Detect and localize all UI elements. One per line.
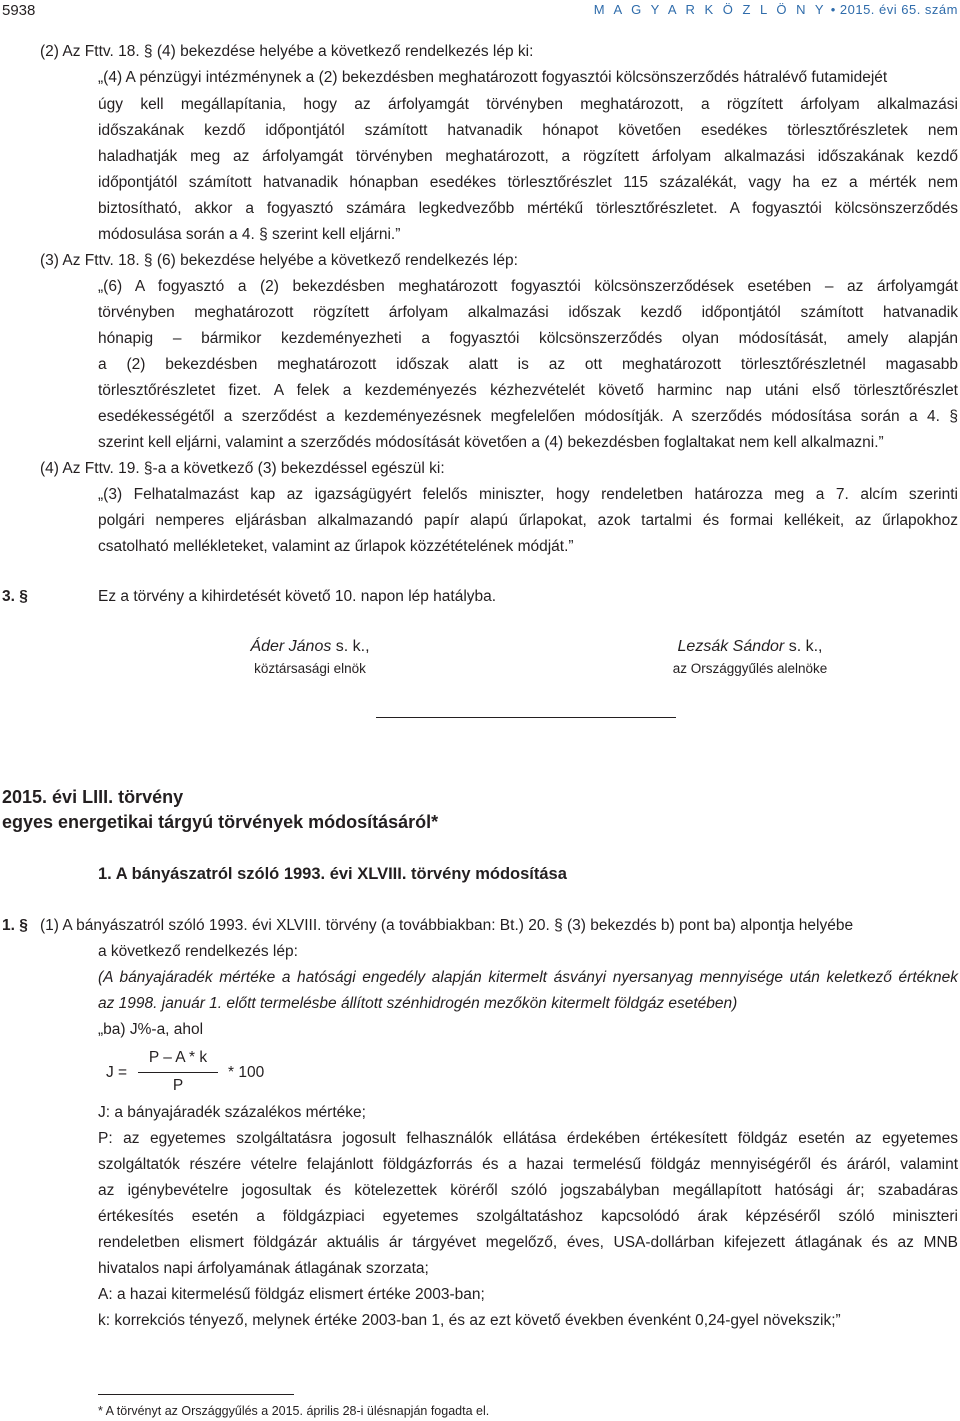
section-3-text-line: a (2) bekezdésben meghatározott időszak alatt is az ott meghatározott törlesztőrészletnél magasabb bbox=[98, 356, 958, 373]
formula-multiplier: * 100 bbox=[228, 1064, 265, 1081]
paragraph-3-text: Ez a törvény a kihirdetését követő 10. napon lép hatályba. bbox=[98, 588, 497, 605]
paragraph-1-italic-line: (A bányajáradék mértéke a hatósági engedély alapján kitermelt ásványi nyersanyag mennyisége után keletkező értéknek bbox=[98, 969, 958, 986]
section-2-text-line: időpontjától számított hatvanadik hónapban esedékes törlesztőrészlet 115 százalékát, vagy ha ez a mérték nem bbox=[98, 174, 958, 191]
section-4-text-line: polgári nemperes eljárásban alkalmazandó papír alapú űrlapokat, azok tartalmi és formai kellékeit, az űrlapokhoz bbox=[98, 512, 958, 529]
definition-p-line: hivatalos napi árfolyamának átlagának szorzata; bbox=[98, 1260, 429, 1277]
section-4-text-line: csatolható mellékleteket, valamint az űrlapok közzétételének módját.” bbox=[98, 538, 574, 555]
section-3-text-line: esedékességétől a szerződést a kezdeményezésnek megfelelően módosítják. A szerződés módosítása során a 4. § bbox=[98, 408, 958, 425]
signature-right bbox=[620, 638, 880, 656]
section-2-text-line: időszakának kezdő időpontjától számított hatvanadik hónapot követően esedékes törlesztőrészletek nem bbox=[98, 122, 958, 139]
section-3-text-line: törvényben meghatározott rögzített árfolyam alkalmazási időszak kezdő időpontjától számított hatvanadik bbox=[98, 304, 958, 321]
header-bullet: • bbox=[830, 2, 836, 17]
section-2-text-line: „(4) A pénzügyi intézménynek a (2) bekezdésben meghatározott fogyasztói kölcsönszerződés hátralévő futamidejét bbox=[98, 69, 888, 86]
definition-p-line: rendeletben elismert földgázár aktuális ár tárgyévet megelőző, éves, USA-dollárban kifejezett átlagának és az MNB bbox=[98, 1234, 958, 1251]
section-3-text-line: szerint kell eljárni, valamint a szerződés módosítását követően a (4) bekezdésben foglaltakat nem kell alkalmazni.” bbox=[98, 434, 884, 451]
definition-j: J: a bányajáradék százalékos mértéke; bbox=[98, 1104, 366, 1121]
signature-left-suffix: s. k., bbox=[331, 638, 370, 655]
paragraph-1-text-line: „ba) J%-a, ahol bbox=[98, 1021, 204, 1038]
formula-lhs: J = bbox=[106, 1064, 128, 1081]
section-3-text-line: hónapig – bármikor kezdeményezheti a fogyasztói kölcsönszerződés olyan módosítását, amely alapján bbox=[98, 330, 958, 347]
signature-left-name: Áder János bbox=[250, 638, 332, 655]
signature-right-role: az Országgyűlés alelnöke bbox=[672, 661, 828, 676]
page-number: 5938 bbox=[2, 2, 36, 19]
section-3-text-line: törlesztőrészletet fizet. A felek a kezdeményezés kézhezvételét követő harminc nap utáni első törlesztőrészlet bbox=[98, 382, 958, 399]
formula-numerator: P – A * k bbox=[148, 1049, 208, 1066]
law-title-number: 2015. évi LIII. törvény bbox=[2, 787, 184, 807]
footnote: * A törvényt az Országgyűlés a 2015. április 28-i ülésnapján fogadta el. bbox=[98, 1404, 490, 1418]
separator-rule bbox=[376, 717, 676, 718]
definition-p-line: P: az egyetemes szolgáltatásra jogosult felhasználók ellátása érdekében értékesített földgáz esetén az egyetemes bbox=[98, 1130, 958, 1147]
signature-right-name: Lezsák Sándor bbox=[677, 638, 785, 655]
formula-denominator: P bbox=[172, 1077, 184, 1094]
section-2-text-line: biztosítható, akkor a fogyasztó számára legkedvezőbb mértékű törlesztőrészletet. A fogyasztói kölcsönszerződés bbox=[98, 200, 958, 217]
section-4-text-line: „(3) Felhatalmazást kap az igazságügyért felelős miniszter, hogy rendeletben határozza meg a 7. alcím szerinti bbox=[98, 486, 958, 503]
signature-left-role: köztársasági elnök bbox=[254, 661, 366, 676]
chapter-subtitle: 1. A bányászatról szóló 1993. évi XLVIII. törvény módosítása bbox=[98, 865, 567, 883]
journal-header bbox=[594, 2, 958, 17]
section-3-text-line: „(6) A fogyasztó a (2) bekezdésben meghatározott fogyasztói kölcsönszerződések esetében – az árfolyamgát bbox=[98, 278, 958, 295]
journal-name: M A G Y A R K Ö Z L Ö N Y bbox=[593, 2, 827, 17]
law-title-subject: egyes energetikai tárgyú törvények módosításáról* bbox=[2, 812, 439, 832]
definition-p-line: értékesítés esetén a földgázpiaci egyetemes szolgáltatáshoz kapcsolódó árak képzéséről szóló miniszteri bbox=[98, 1208, 958, 1225]
section-2-text-line: módosulása során a 4. § szerint kell eljárni.” bbox=[98, 226, 401, 243]
section-2-heading: (2) Az Fttv. 18. § (4) bekezdése helyébe a következő rendelkezés lép ki: bbox=[40, 43, 534, 60]
paragraph-1-number: 1. § bbox=[2, 917, 28, 934]
signature-right-suffix: s. k., bbox=[784, 638, 823, 655]
footnote-rule bbox=[98, 1394, 294, 1395]
definition-k: k: korrekciós tényező, melynek értéke 2003-ban 1, és az ezt követő években évenként 0,24-gyel növekszik;” bbox=[98, 1312, 841, 1329]
issue-label: 2015. évi 65. szám bbox=[839, 2, 958, 17]
definition-p-line: az igénybevételre jogosultak és kötelezettek köréről szóló jogszabályban megállapított hatósági ár; szabadáras bbox=[98, 1182, 958, 1199]
definition-a: A: a hazai kitermelésű földgáz elismert értéke 2003-ban; bbox=[98, 1286, 485, 1303]
definition-p-line: szolgáltatók részére vételre felajánlott földgázforrás és a hazai termelésű földgáz mennyiségéről és áráról, valamint bbox=[98, 1156, 958, 1173]
section-2-text-line: úgy kell megállapítania, hogy az árfolyamgát törvényben meghatározott, a rögzített árfolyam alkalmazási bbox=[98, 96, 958, 113]
section-2-text-line: haladhatják meg az árfolyamgát törvényben meghatározott, a rögzített árfolyam alkalmazási időszakának kezdő bbox=[98, 148, 958, 165]
paragraph-1-text-line: a következő rendelkezés lép: bbox=[98, 943, 298, 960]
paragraph-1-text-line: (1) A bányászatról szóló 1993. évi XLVIII. törvény (a továbbiakban: Bt.) 20. § (3) bekezdés b) pont ba) alpontja helyébe bbox=[40, 917, 854, 934]
signature-left bbox=[200, 638, 420, 656]
section-4-heading: (4) Az Fttv. 19. §-a a következő (3) bekezdéssel egészül ki: bbox=[40, 460, 445, 477]
section-3-heading: (3) Az Fttv. 18. § (6) bekezdése helyébe a következő rendelkezés lép: bbox=[40, 252, 518, 269]
paragraph-1-italic-line: az 1998. január 1. előtt termelésbe állított szénhidrogén mezőkön kitermelt földgáz esetében) bbox=[98, 995, 738, 1012]
paragraph-3-number: 3. § bbox=[2, 588, 28, 605]
